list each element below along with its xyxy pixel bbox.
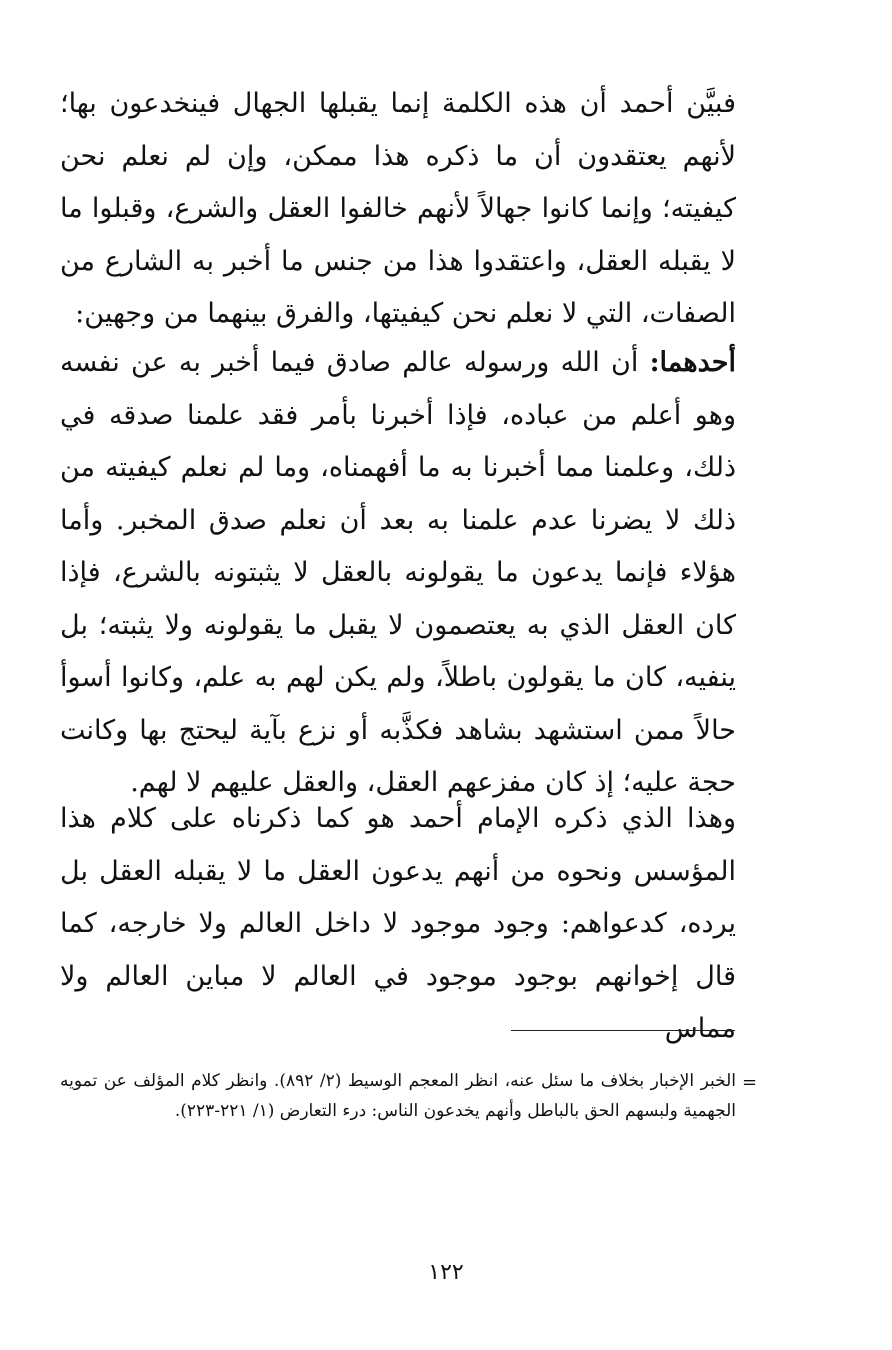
paragraph-3: وهذا الذي ذكره الإمام أحمد هو كما ذكرناه على كلام هذا المؤسس ونحوه من أنهم يدعون العقل ما لا يقبله العقل بل يرده، كدعواهم: وجود موجود لا داخل العالم ولا خارجه، كما قال إخوانهم بوجود موجود في العالم لا مباين العالم ولا مماس	[60, 803, 736, 1044]
footnote-continuation-mark: =	[742, 1072, 758, 1093]
paragraph-2-lead: أحدهما:	[649, 347, 736, 378]
footnote: الخبر الإخبار بخلاف ما سئل عنه، انظر المعجم الوسيط (٢/ ٨٩٢). وانظر كلام المؤلف عن تمويه الجهمية ولبسهم الحق بالباطل وأنهم يخدعون الناس: درء التعارض (١/ ٢٢١-٢٢٣).	[60, 1071, 736, 1121]
footnote-separator	[511, 1030, 735, 1031]
paragraph-2	[60, 337, 736, 810]
paragraph-1: فبيَّن أحمد أن هذه الكلمة إنما يقبلها الجهال فينخدعون بها؛ لأنهم يعتقدون أن ما ذكره هذا ممكن، وإن لم نعلم نحن كيفيته؛ وإنما كانوا جهالاً لأنهم خالفوا العقل والشرع، وقبلوا ما لا يقبله العقل، واعتقدوا هذا من جنس ما أخبر به الشارع من الصفات، التي لا نعلم نحن كيفيتها، والفرق بينهما من وجهين:	[60, 88, 736, 329]
page-number: ١٢٢	[428, 1260, 464, 1285]
paragraph-2-text: أن الله ورسوله عالم صادق فيما أخبر به عن نفسه وهو أعلم من عباده، فإذا أخبرنا بأمر فقد علمنا صدقه في ذلك، وعلمنا مما أخبرنا به ما أفهمناه، وما لم نعلم كيفيته من ذلك لا يضرنا عدم علمنا به بعد أن نعلم صدق المخبر. وأما هؤلاء فإنما يدعون ما يقولونه بالعقل لا يثبتونه بالشرع، فإذا كان العقل الذي به يعتصمون لا يقبل ما يقولونه ولا يثبته؛ بل ينفيه، كان ما يقولون باطلاً، ولم يكن لهم به علم، وكانوا أسوأ حالاً ممن استشهد بشاهد فكذَّبه أو نزع بآية ليحتج بها وكانت حجة عليه؛ إذ كان مفزعهم العقل، والعقل عليهم لا لهم.	[60, 347, 736, 798]
